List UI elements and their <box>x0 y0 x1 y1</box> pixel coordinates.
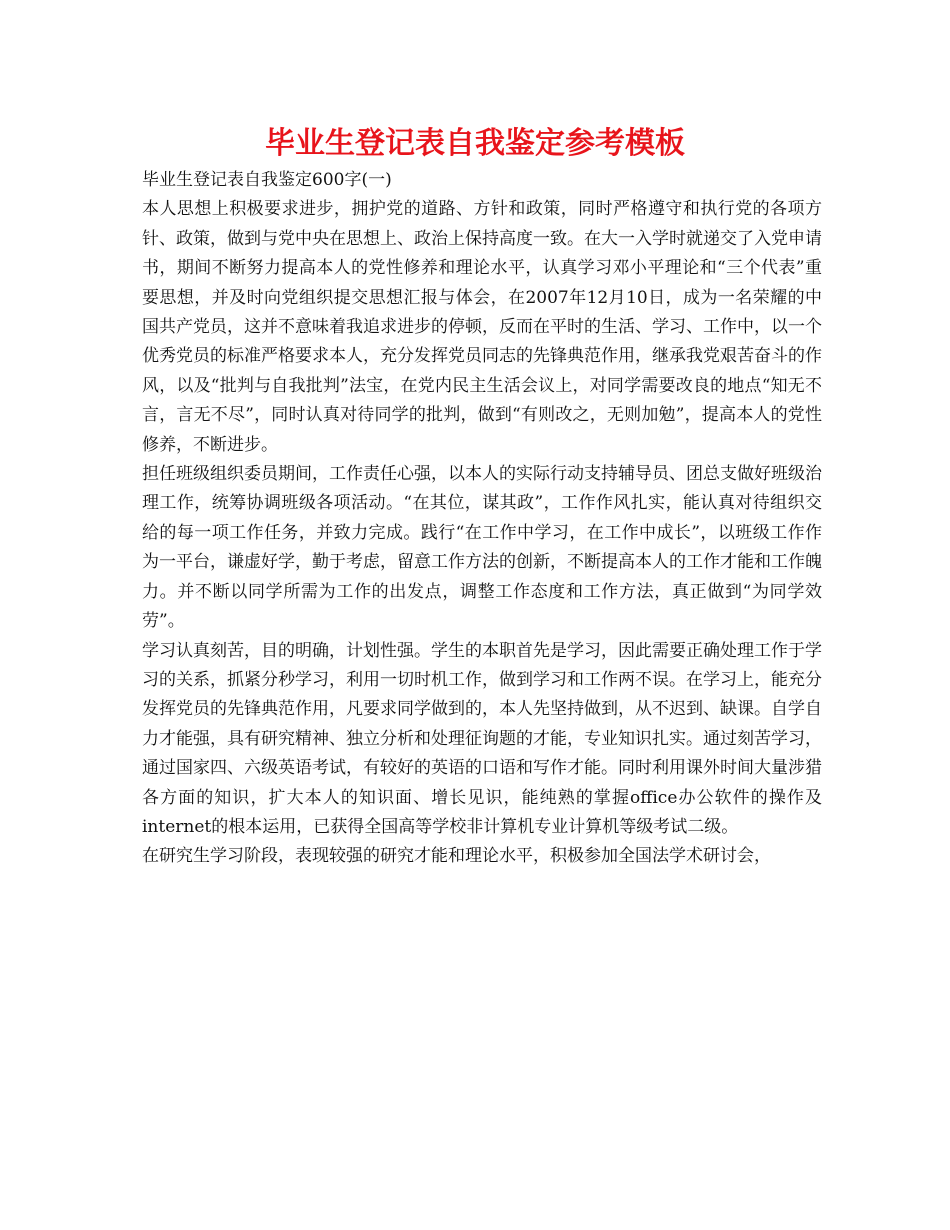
paragraph-research: 在研究生学习阶段，表现较强的研究才能和理论水平，积极参加全国法学术研讨会， <box>142 846 771 867</box>
document-body <box>142 166 822 872</box>
paragraph-party: 本人思想上积极要求进步，拥护党的道路、方针和政策，同时严格遵守和执行党的各项方针、政策，做到与党中央在思想上、政治上保持高度一致。在大一入学时就递交了入党申请书，期间不断努力提高本人的党性修养和理论水平，认真学习邓小平理论和“三个代表”重要思想，并及时向党组织提交思想汇报与体会，在2007年12月10日，成为一名荣耀的中国共产党员，这并不意味着我追求进步的停顿，反而在平时的生活、学习、工作中，以一个优秀党员的标准严格要求本人，充分发挥党员同志的先锋典范作用，继承我党艰苦奋斗的作风，以及“批判与自我批判”法宝，在党内民主生活会议上，对同学需要改良的地点“知无不言，言无不尽”，同时认真对待同学的批判，做到“有则改之，无则加勉”，提高本人的党性修养，不断进步。 <box>142 199 822 455</box>
document-title: 毕业生登记表自我鉴定参考模板 <box>265 126 685 161</box>
document-subtitle: 毕业生登记表自我鉴定600字(一) <box>142 170 392 190</box>
paragraph-class-work: 担任班级组织委员期间，工作责任心强，以本人的实际行动支持辅导员、团总支做好班级治理工作，统筹协调班级各项活动。“在其位，谋其政”，工作作风扎实，能认真对待组织交给的每一项工作任务，并致力完成。践行“在工作中学习，在工作中成长”，以班级工作作为一平台，谦虚好学，勤于考虑，留意工作方法的创新，不断提高本人的工作才能和工作魄力。并不断以同学所需为工作的出发点，调整工作态度和工作方法，真正做到“为同学效劳”。 <box>142 464 822 632</box>
paragraph-study: 学习认真刻苦，目的明确，计划性强。学生的本职首先是学习，因此需要正确处理工作于学习的关系，抓紧分秒学习，利用一切时机工作，做到学习和工作两不误。在学习上，能充分发挥党员的先锋典范作用，凡要求同学做到的，本人先坚持做到，从不迟到、缺课。自学自力才能强，具有研究精神、独立分析和处理征询题的才能，专业知识扎实。通过刻苦学习，通过国家四、六级英语考试，有较好的英语的口语和写作才能。同时利用课外时间大量涉猎各方面的知识，扩大本人的知识面、增长见识，能纯熟的掌握office办公软件的操作及internet的根本运用，已获得全国高等学校非计算机专业计算机等级考试二级。 <box>142 640 822 837</box>
